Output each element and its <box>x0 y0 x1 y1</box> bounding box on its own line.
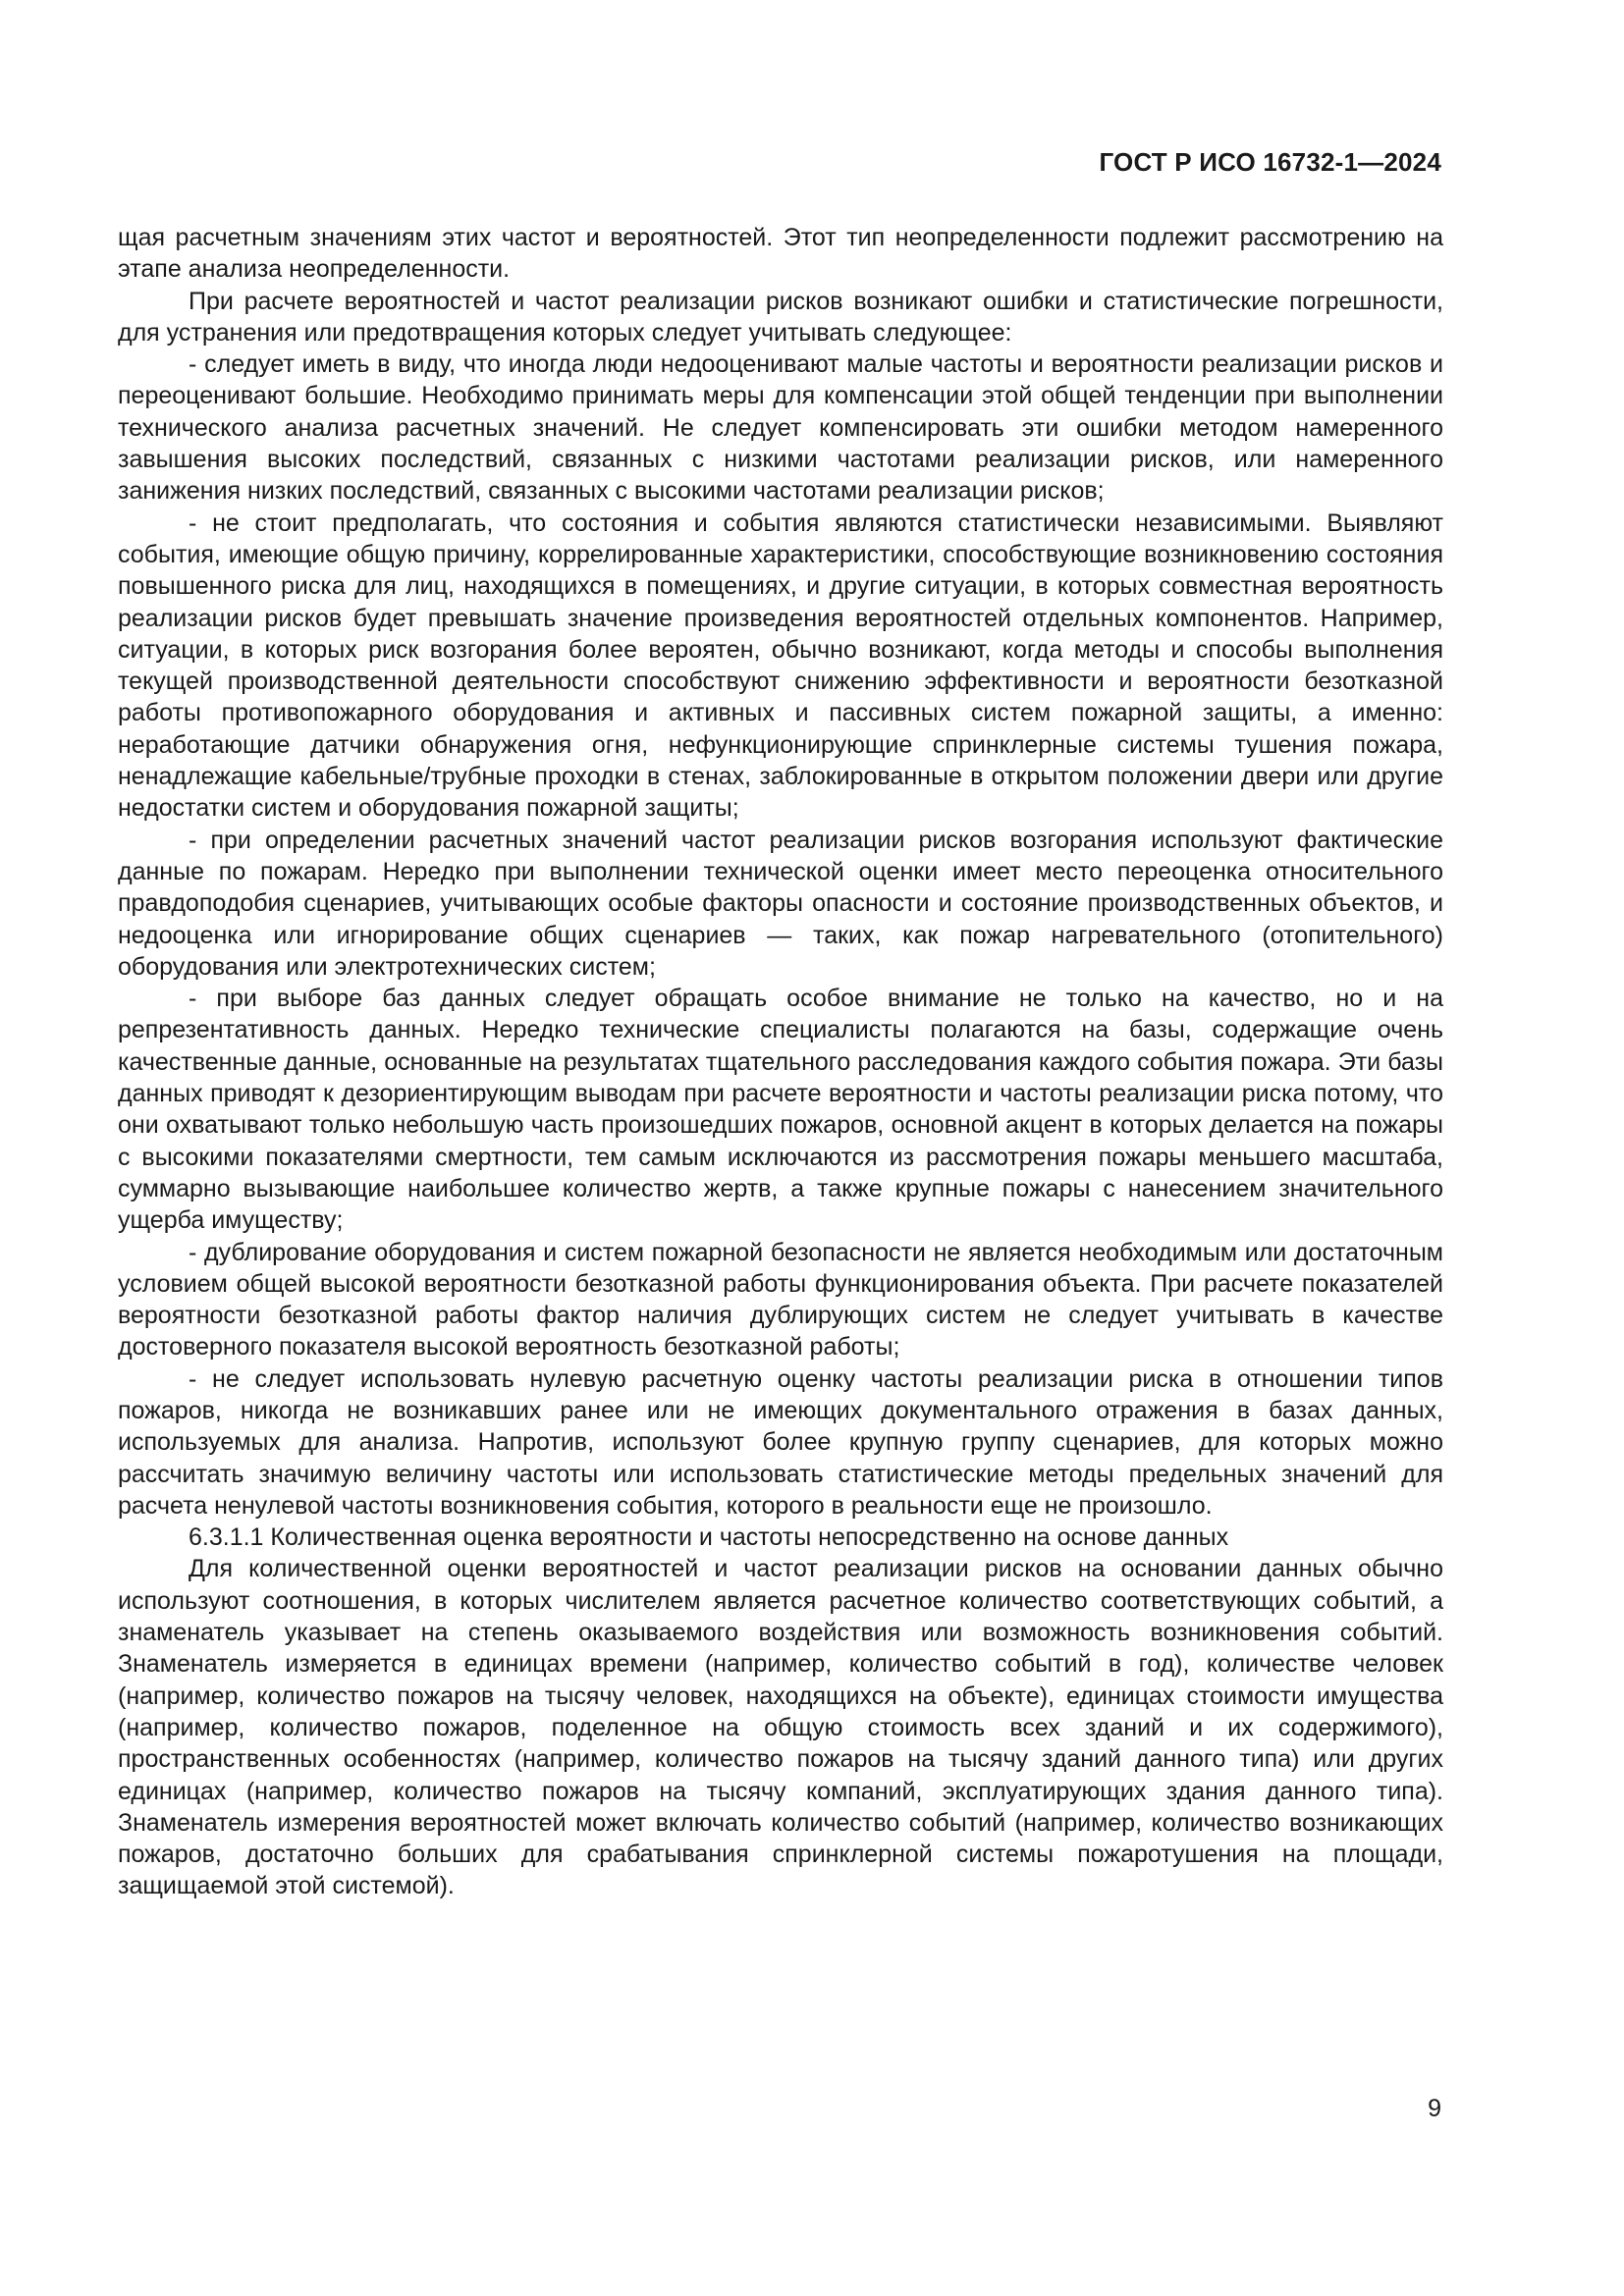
document-code-header: ГОСТ Р ИСО 16732-1—2024 <box>1099 147 1441 177</box>
section-heading-6-3-1-1: 6.3.1.1 Количественная оценка вероятности и частоты непосредственно на основе данных <box>189 1523 1229 1552</box>
list-item-fire-data: - при определении расчетных значений частот реализации рисков возгорания используют фактические данные по пожарам. Нередко при выполнении технической оценки имеет место переоценка относительного правдоподобия сценариев, учитывающих особые факторы опасности и состояние производственных объектов, и недооценка или игнорирование общих сценариев — таких, как пожар нагревательного (отопительного) оборудования или электротехнических систем; <box>118 826 1443 981</box>
list-item-databases: - при выборе баз данных следует обращать особое внимание не только на качество, но и на репрезентативность данных. Нередко технические специалисты полагаются на базы, содержащие очень качественные данные, основанные на результатах тщательного расследования каждого события пожара. Эти базы данных приводят к дезориентирующим выводам при расчете вероятности и частоты реализации риска потому, что они охватывают только небольшую часть произошедших пожаров, основной акцент в которых делается на пожары с высокими показателями смертности, тем самым исключаются из рассмотрения пожары меньшего масштаба, суммарно вызывающие наибольшее количество жертв, а также крупные пожары с нанесением значительного ущерба имуществу; <box>118 985 1443 1235</box>
list-item-zero-frequency: - не следует использовать нулевую расчетную оценку частоты реализации риска в отношении типов пожаров, никогда не возникавших ранее или не имеющих документального отражения в базах данных, используемых для анализа. Напротив, используют более крупную группу сценариев, для которых можно рассчитать значимую величину частоты или использовать статистические методы предельных значений для расчета ненулевой частоты возникновения события, которого в реальности еще не произошло. <box>118 1364 1443 1520</box>
list-item-independence: - не стоит предполагать, что состояния и события являются статистически независимыми. Выявляют события, имеющие общую причину, коррелированные характеристики, способствующие возникновению состояния повышенного риска для лиц, находящихся в помещениях, и другие ситуации, в которых совместная вероятность реализации рисков будет превышать значение произведения вероятностей отдельных компонентов. Например, ситуации, в которых риск возгорания более вероятен, обычно возникают, когда методы и способы выполнения текущей производственной деятельности способствуют снижению эффективности и вероятности безотказной работы противопожарного оборудования и активных и пассивных систем пожарной защиты, а именно: неработающие датчики обнаружения огня, нефункционирующие спринклерные системы тушения пожара, ненадлежащие кабельные/трубные проходки в стенах, заблокированные в открытом положении двери или другие недостатки систем и оборудования пожарной защиты; <box>118 508 1443 823</box>
list-item-redundancy: - дублирование оборудования и систем пожарной безопасности не является необходимым или достаточным условием общей высокой вероятности безотказной работы функционирования объекта. При расчете показателей вероятности безотказной работы фактор наличия дублирующих систем не следует учитывать в качестве достоверного показателя высокой вероятность безотказной работы; <box>118 1238 1443 1362</box>
body-text <box>118 222 1443 1902</box>
paragraph-intro: При расчете вероятностей и частот реализации рисков возникают ошибки и статистические погрешности, для устранения или предотвращения которых следует учитывать следующее: <box>118 287 1443 347</box>
list-item-underestimation: - следует иметь в виду, что иногда люди недооценивают малые частоты и вероятности реализации рисков и переоценивают большие. Необходимо принимать меры для компенсации этой общей тенденции при выполнении технического анализа расчетных значений. Не следует компенсировать эти ошибки методом намеренного завышения высоких последствий, связанных с низкими частотами реализации рисков, или намеренного занижения низких последствий, связанных с высокими частотами реализации рисков; <box>118 350 1443 506</box>
page-number: 9 <box>1428 2095 1441 2122</box>
paragraph-continuation: щая расчетным значениям этих частот и вероятностей. Этот тип неопределенности подлежит рассмотрению на этапе анализа неопределенности. <box>118 224 1443 284</box>
paragraph-quantitative-estimation: Для количественной оценки вероятностей и частот реализации рисков на основании данных обычно используют соотношения, в которых числителем является расчетное количество соответствующих событий, а знаменатель указывает на степень оказываемого воздействия или возможность возникновения событий. Знаменатель измеряется в единицах времени (например, количество событий в год), количестве человек (например, количество пожаров на тысячу человек, находящихся на объекте), единицах стоимости имущества (например, количество пожаров, поделенное на общую стоимость всех зданий и их содержимого), пространственных особенностях (например, количество пожаров на тысячу зданий данного типа) или других единицах (например, количество пожаров на тысячу компаний, эксплуатирующих здания данного типа). Знаменатель измерения вероятностей может включать количество событий (например, количество возникающих пожаров, достаточно больших для срабатывания спринклерной системы пожаротушения на площади, защищаемой этой системой). <box>118 1555 1443 1900</box>
